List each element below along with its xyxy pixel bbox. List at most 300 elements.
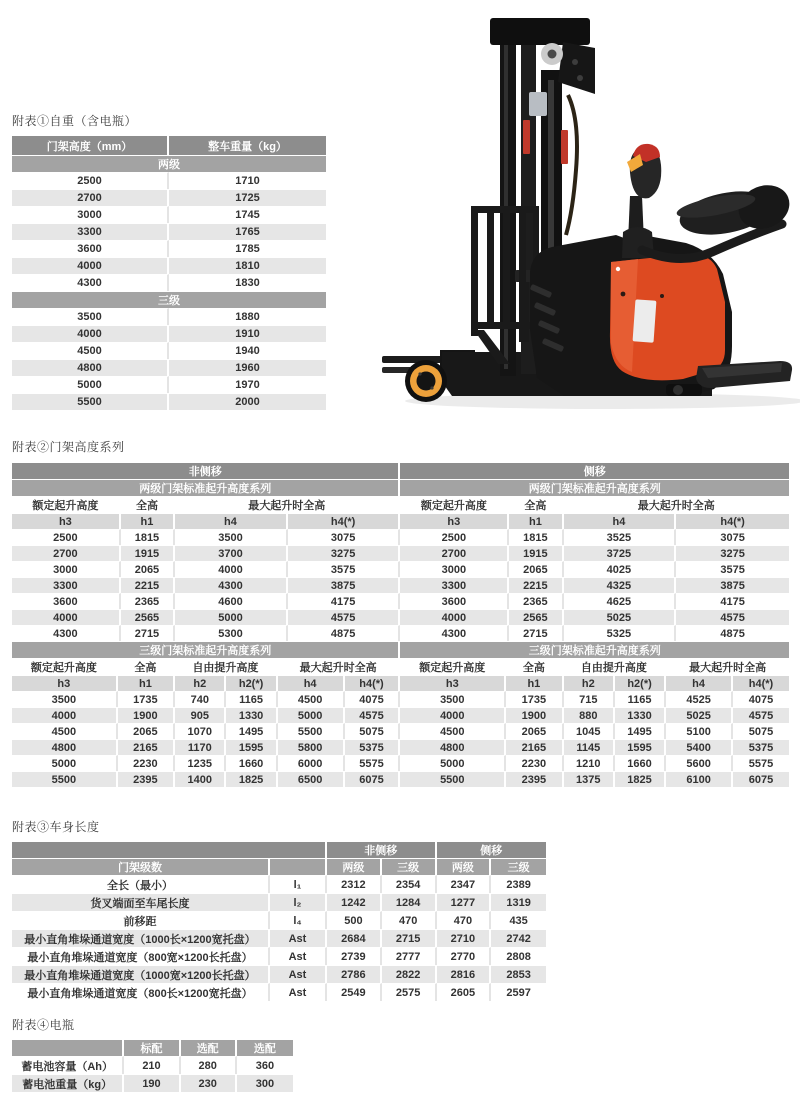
cell: 1242 (327, 893, 382, 911)
cell: 4000 (12, 609, 121, 625)
table-row (12, 155, 326, 172)
cell: 3600 (400, 593, 509, 609)
group-header-row (12, 658, 789, 675)
cell: 4175 (676, 593, 789, 609)
cell: 5500 (400, 771, 506, 787)
cell: 2215 (509, 577, 563, 593)
col-header: 额定起升高度 (400, 658, 506, 675)
col-header: h2 (175, 675, 226, 691)
cell: 1735 (506, 691, 563, 707)
section-body-length (12, 818, 546, 1001)
cell: 2715 (509, 625, 563, 641)
cell: 2347 (437, 875, 492, 893)
mast-clamp (529, 92, 547, 116)
cell: 1660 (615, 755, 666, 771)
cell: 3575 (288, 561, 401, 577)
cell: 2700 (12, 189, 169, 206)
row-symbol: Ast (270, 965, 327, 983)
col-header: h1 (121, 513, 175, 529)
cell: 1660 (226, 755, 277, 771)
cell: 1745 (169, 206, 326, 223)
cell: 4300 (12, 274, 169, 291)
row-label: 最小直角堆垛通道宽度（1000宽×1200长托盘） (12, 965, 270, 983)
cell: 4500 (278, 691, 345, 707)
cell: 1495 (615, 723, 666, 739)
col-header: h4(*) (676, 513, 789, 529)
cell: 5575 (733, 755, 789, 771)
cell: 210 (124, 1056, 180, 1074)
cell: 1960 (169, 359, 326, 376)
group-band: 两级 (12, 155, 326, 172)
cell: 2065 (509, 561, 563, 577)
cell: 1765 (169, 223, 326, 240)
row-label: 最小直角堆垛通道宽度（800宽×1200长托盘） (12, 947, 270, 965)
col-header: 整车重量（kg） (169, 135, 326, 155)
series-band: 两级门架标准起升高度系列 (12, 479, 400, 496)
table-row (12, 172, 326, 189)
col-header: 门架级数 (12, 858, 270, 875)
cell: 4875 (676, 625, 789, 641)
table-row (12, 325, 326, 342)
cell: 2575 (382, 983, 437, 1001)
table-row (12, 545, 789, 561)
cell: 3725 (564, 545, 677, 561)
cell: 1940 (169, 342, 326, 359)
col-header: h4 (278, 675, 345, 691)
col-header: h3 (12, 675, 118, 691)
cell: 4000 (12, 325, 169, 342)
cell: 715 (564, 691, 615, 707)
cell: 2065 (121, 561, 175, 577)
body-length-table (12, 841, 546, 1001)
col-header: 选配 (181, 1039, 237, 1056)
col-header: 额定起升高度 (12, 496, 121, 513)
cell: 1595 (615, 739, 666, 755)
cell: 3275 (288, 545, 401, 561)
table-row (12, 875, 546, 893)
section-weight (12, 112, 326, 410)
cell: 3500 (12, 691, 118, 707)
cell: 1400 (175, 771, 226, 787)
table-row (12, 308, 326, 325)
cell: 3600 (12, 240, 169, 257)
col-header: 三级 (382, 858, 437, 875)
table-row (12, 240, 326, 257)
table-row (12, 723, 789, 739)
table-row (12, 529, 789, 545)
cell: 5000 (400, 755, 506, 771)
mast-three-stage-table (12, 641, 789, 787)
band-sideshift: 侧移 (400, 462, 789, 479)
cell: 2777 (382, 947, 437, 965)
table-band-row (12, 462, 789, 479)
table-row (12, 771, 789, 787)
table-band-row (12, 479, 789, 496)
row-symbol: Ast (270, 929, 327, 947)
col-header: h2 (564, 675, 615, 691)
cell: 2786 (327, 965, 382, 983)
cell: 2165 (118, 739, 175, 755)
cell: 1145 (564, 739, 615, 755)
table-band-row (12, 641, 789, 658)
cell: 1277 (437, 893, 492, 911)
cell: 2853 (491, 965, 546, 983)
sub-header-row (12, 675, 789, 691)
col-header: h4 (666, 675, 733, 691)
cell: 1815 (121, 529, 175, 545)
cell: 2770 (437, 947, 492, 965)
cell: 4000 (175, 561, 288, 577)
row-label: 蓄电池重量（kg） (12, 1074, 124, 1092)
col-header: 最大起升时全高 (175, 496, 400, 513)
cell: 190 (124, 1074, 180, 1092)
cell: 5000 (12, 755, 118, 771)
col-header: h3 (400, 513, 509, 529)
table-row (12, 947, 546, 965)
cell: 4800 (12, 739, 118, 755)
col-header: 额定起升高度 (400, 496, 509, 513)
row-label: 全长（最小） (12, 875, 270, 893)
table2-title: 附表②门架高度系列 (12, 440, 125, 454)
cell: 5025 (666, 707, 733, 723)
group-band: 三级 (12, 291, 326, 308)
forklift-illustration (380, 0, 800, 420)
cell: 5575 (345, 755, 401, 771)
cell: 4800 (400, 739, 506, 755)
cell: 2700 (12, 545, 121, 561)
cell: 4500 (12, 723, 118, 739)
table-row (12, 342, 326, 359)
warning-label (523, 120, 530, 154)
table-row (12, 739, 789, 755)
cell: 1735 (118, 691, 175, 707)
col-header: h4(*) (288, 513, 401, 529)
cell: 4325 (564, 577, 677, 593)
cell: 4625 (564, 593, 677, 609)
col-header: 门架高度（mm） (12, 135, 169, 155)
cell: 1235 (175, 755, 226, 771)
table-row (12, 911, 546, 929)
col-header: h1 (506, 675, 563, 691)
row-label: 最小直角堆垛通道宽度（1000长×1200宽托盘） (12, 929, 270, 947)
cell: 4300 (12, 625, 121, 641)
table-row (12, 189, 326, 206)
cell: 1910 (169, 325, 326, 342)
row-symbol: Ast (270, 983, 327, 1001)
row-symbol: l₄ (270, 911, 327, 929)
cell: 2500 (12, 172, 169, 189)
cell: 1710 (169, 172, 326, 189)
cell: 4175 (288, 593, 401, 609)
table-row (12, 965, 546, 983)
battery-cover (610, 254, 725, 380)
cell: 2215 (121, 577, 175, 593)
cell: 2739 (327, 947, 382, 965)
cell: 1825 (226, 771, 277, 787)
cell: 2395 (506, 771, 563, 787)
cell: 2000 (169, 393, 326, 410)
warning-label (561, 130, 568, 164)
cell: 2230 (506, 755, 563, 771)
cell: 2565 (509, 609, 563, 625)
cell: 3000 (12, 561, 121, 577)
cell: 5300 (175, 625, 288, 641)
cell: 5400 (666, 739, 733, 755)
col-header: h4(*) (733, 675, 789, 691)
cell: 2808 (491, 947, 546, 965)
col-header: h4 (564, 513, 677, 529)
cell: 3500 (175, 529, 288, 545)
front-wheel (405, 360, 447, 402)
cell: 3575 (676, 561, 789, 577)
cell: 5600 (666, 755, 733, 771)
table-row (12, 274, 326, 291)
cell: 2230 (118, 755, 175, 771)
cell: 2822 (382, 965, 437, 983)
cell: 1495 (226, 723, 277, 739)
cell: 435 (491, 911, 546, 929)
col-header: h4(*) (345, 675, 401, 691)
row-label: 货叉端面至车尾长度 (12, 893, 270, 911)
battery-table (12, 1039, 293, 1092)
cell: 3700 (175, 545, 288, 561)
cell: 300 (237, 1074, 293, 1092)
col-header: h2(*) (226, 675, 277, 691)
hose (566, 95, 577, 235)
sub-header-row (12, 858, 546, 875)
cell: 2065 (506, 723, 563, 739)
cell: 6000 (278, 755, 345, 771)
row-symbol: l₂ (270, 893, 327, 911)
cell: 2565 (121, 609, 175, 625)
cell: 2395 (118, 771, 175, 787)
cell: 4000 (12, 257, 169, 274)
table-row (12, 755, 789, 771)
cell: 3000 (400, 561, 509, 577)
cell: 905 (175, 707, 226, 723)
table-row (12, 625, 789, 641)
cell: 1810 (169, 257, 326, 274)
cell: 1319 (491, 893, 546, 911)
series-band: 三级门架标准起升高度系列 (12, 641, 400, 658)
col-header: 标配 (124, 1039, 180, 1056)
table-row (12, 593, 789, 609)
table-row (12, 707, 789, 723)
cell: 4025 (564, 561, 677, 577)
cell: 2605 (437, 983, 492, 1001)
cell: 1725 (169, 189, 326, 206)
series-band: 两级门架标准起升高度系列 (400, 479, 789, 496)
cell: 1070 (175, 723, 226, 739)
table-row (12, 893, 546, 911)
cell: 1165 (226, 691, 277, 707)
cell: 500 (327, 911, 382, 929)
cell: 5075 (733, 723, 789, 739)
cell: 4875 (288, 625, 401, 641)
cell: 280 (181, 1056, 237, 1074)
table1-title: 附表①自重（含电瓶） (12, 114, 138, 128)
col-header: 自由提升高度 (564, 658, 667, 675)
cell: 4600 (175, 593, 288, 609)
cell: 4575 (288, 609, 401, 625)
cell: 1880 (169, 308, 326, 325)
section-battery (12, 1016, 293, 1092)
cell: 4000 (12, 707, 118, 723)
cell: 4300 (400, 625, 509, 641)
cell: 3000 (12, 206, 169, 223)
cell: 470 (437, 911, 492, 929)
cell: 5375 (733, 739, 789, 755)
cell: 4800 (12, 359, 169, 376)
cell: 5025 (564, 609, 677, 625)
cell: 470 (382, 911, 437, 929)
band-no-sideshift: 非侧移 (327, 841, 436, 858)
sub-header-row (12, 513, 789, 529)
cell: 1165 (615, 691, 666, 707)
col-header-spacer (12, 1039, 124, 1056)
col-header: 两级 (437, 858, 492, 875)
cell: 4000 (400, 707, 506, 723)
cell: 2312 (327, 875, 382, 893)
cell: 3500 (12, 308, 169, 325)
cell: 2597 (491, 983, 546, 1001)
table-row (12, 1074, 293, 1092)
col-header: h1 (509, 513, 563, 529)
col-header: 选配 (237, 1039, 293, 1056)
table-row (12, 1056, 293, 1074)
row-label: 最小直角堆垛通道宽度（800长×1200宽托盘） (12, 983, 270, 1001)
cell: 2684 (327, 929, 382, 947)
cell: 4300 (175, 577, 288, 593)
cell: 4075 (733, 691, 789, 707)
table-band-row (12, 841, 546, 858)
cell: 1375 (564, 771, 615, 787)
cell: 1970 (169, 376, 326, 393)
cell: 3525 (564, 529, 677, 545)
table-row (12, 393, 326, 410)
spec-sticker (633, 299, 657, 342)
cell: 5800 (278, 739, 345, 755)
cell: 4525 (666, 691, 733, 707)
table-row (12, 206, 326, 223)
table-row (12, 561, 789, 577)
cell: 5500 (278, 723, 345, 739)
cell: 2549 (327, 983, 382, 1001)
table-row (12, 376, 326, 393)
table-row (12, 223, 326, 240)
col-header: 两级 (327, 858, 382, 875)
table-row (12, 257, 326, 274)
col-header: 全高 (118, 658, 175, 675)
cell: 2165 (506, 739, 563, 755)
cell: 6075 (733, 771, 789, 787)
cell: 4500 (12, 342, 169, 359)
col-header: h4 (175, 513, 288, 529)
col-header: 全高 (121, 496, 175, 513)
cell: 1595 (226, 739, 277, 755)
cell: 4500 (400, 723, 506, 739)
cell: 2065 (118, 723, 175, 739)
band-no-sideshift: 非侧移 (12, 462, 400, 479)
col-header: h1 (118, 675, 175, 691)
cell: 2354 (382, 875, 437, 893)
cell: 2500 (400, 529, 509, 545)
row-label: 蓄电池容量（Ah） (12, 1056, 124, 1074)
col-header: 最大起升时全高 (666, 658, 789, 675)
table4-title: 附表④电瓶 (12, 1018, 75, 1032)
section-mast-heights (12, 438, 789, 787)
cell: 3075 (288, 529, 401, 545)
table-row (12, 983, 546, 1001)
cell: 1785 (169, 240, 326, 257)
cell: 4075 (345, 691, 401, 707)
cell: 2816 (437, 965, 492, 983)
col-header: 最大起升时全高 (278, 658, 401, 675)
cell: 2742 (491, 929, 546, 947)
band-spacer (12, 841, 327, 858)
cell: 880 (564, 707, 615, 723)
table-row (12, 577, 789, 593)
col-header: 全高 (506, 658, 563, 675)
cell: 3075 (676, 529, 789, 545)
mast-two-stage-table (12, 462, 789, 641)
band-sideshift: 侧移 (437, 841, 546, 858)
table-row (12, 691, 789, 707)
cell: 6500 (278, 771, 345, 787)
cell: 5325 (564, 625, 677, 641)
cell: 5000 (12, 376, 169, 393)
cell: 230 (181, 1074, 237, 1092)
cell: 5100 (666, 723, 733, 739)
table3-title: 附表③车身长度 (12, 820, 100, 834)
col-header: h2(*) (615, 675, 666, 691)
cell: 6100 (666, 771, 733, 787)
col-header: 自由提升高度 (175, 658, 278, 675)
cell: 1045 (564, 723, 615, 739)
col-header: 三级 (491, 858, 546, 875)
cell: 1915 (121, 545, 175, 561)
cell: 4575 (733, 707, 789, 723)
cell: 5075 (345, 723, 401, 739)
cell: 3500 (400, 691, 506, 707)
cell: 1210 (564, 755, 615, 771)
cell: 3600 (12, 593, 121, 609)
table-header-row (12, 135, 326, 155)
cell: 2500 (12, 529, 121, 545)
row-label: 前移距 (12, 911, 270, 929)
col-header-spacer (270, 858, 327, 875)
cell: 1330 (615, 707, 666, 723)
cell: 1900 (506, 707, 563, 723)
series-band: 三级门架标准起升高度系列 (400, 641, 789, 658)
cell: 5000 (175, 609, 288, 625)
cell: 6075 (345, 771, 401, 787)
cell: 4575 (345, 707, 401, 723)
cell: 1825 (615, 771, 666, 787)
cell: 1815 (509, 529, 563, 545)
group-header-row (12, 496, 789, 513)
cell: 3300 (400, 577, 509, 593)
table-row (12, 929, 546, 947)
cell: 740 (175, 691, 226, 707)
cell: 4575 (676, 609, 789, 625)
cell: 3275 (676, 545, 789, 561)
cell: 3300 (12, 577, 121, 593)
cell: 2700 (400, 545, 509, 561)
cell: 2365 (509, 593, 563, 609)
cell: 1915 (509, 545, 563, 561)
cell: 1900 (118, 707, 175, 723)
